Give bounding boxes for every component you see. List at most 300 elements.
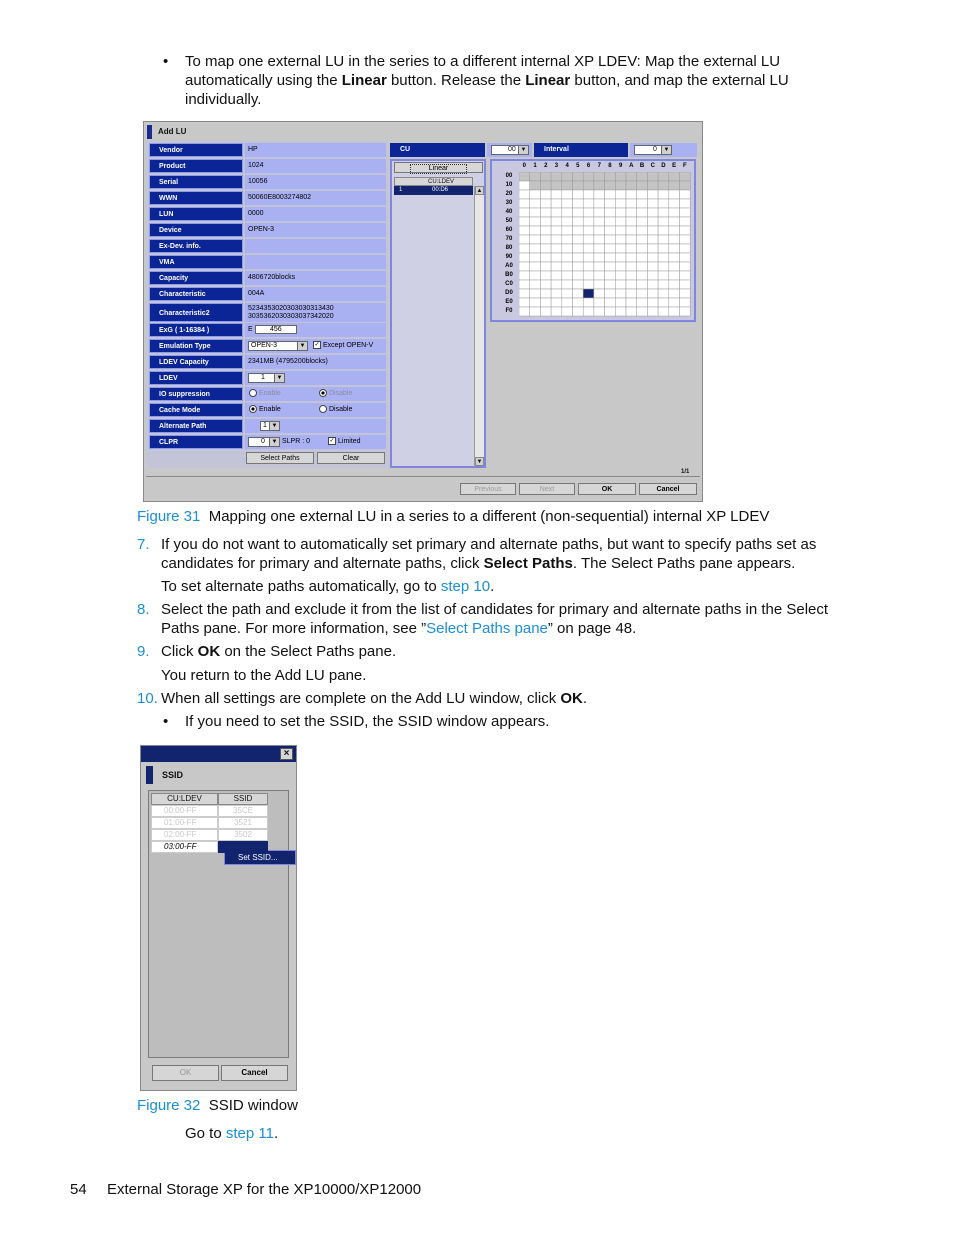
interval-select-cell <box>630 143 697 157</box>
ldev-grid-cell[interactable] <box>562 262 573 271</box>
ldev-grid-cell[interactable] <box>605 244 616 253</box>
ldev-grid-cell[interactable] <box>583 271 594 280</box>
ldev-grid-cell[interactable] <box>658 244 669 253</box>
ldev-grid-cell[interactable] <box>615 199 626 208</box>
ldev-grid-cell[interactable] <box>669 298 680 307</box>
ldev-grid-cell[interactable] <box>583 289 594 298</box>
ldev-grid-cell[interactable] <box>530 253 541 262</box>
ldev-grid-cell[interactable] <box>605 217 616 226</box>
ldev-grid-cell[interactable] <box>594 289 605 298</box>
ldev-grid-cell[interactable] <box>551 199 562 208</box>
ldev-grid-cell[interactable] <box>573 226 584 235</box>
ldev-grid-cell[interactable] <box>615 307 626 316</box>
ldev-grid-cell[interactable] <box>637 289 648 298</box>
ldev-grid-cell[interactable] <box>680 172 691 181</box>
ldev-grid-cell[interactable] <box>680 190 691 199</box>
ldev-grid-cell[interactable] <box>605 271 616 280</box>
ldev-grid-cell[interactable] <box>680 307 691 316</box>
ldev-grid-cell[interactable] <box>626 181 637 190</box>
ldev-grid-cell[interactable] <box>637 280 648 289</box>
ldev-grid-cell[interactable] <box>647 262 658 271</box>
ldev-grid-cell[interactable] <box>658 199 669 208</box>
ldev-grid-cell[interactable] <box>540 244 551 253</box>
ldev-grid-cell[interactable] <box>573 298 584 307</box>
ssid-row-ldev[interactable]: 02:00-FF <box>151 829 218 841</box>
io-disable-radio[interactable] <box>319 387 352 401</box>
ldev-grid-cell[interactable] <box>680 244 691 253</box>
ldev-grid-cell[interactable] <box>519 235 530 244</box>
ldev-grid-cell[interactable] <box>626 289 637 298</box>
ldev-grid-cell[interactable] <box>573 208 584 217</box>
ldev-grid-cell[interactable] <box>594 262 605 271</box>
ldev-grid-cell[interactable] <box>519 271 530 280</box>
ldev-grid-cell[interactable] <box>615 226 626 235</box>
ldev-grid-cell[interactable] <box>626 190 637 199</box>
ldev-grid-cell[interactable] <box>551 226 562 235</box>
linear-button[interactable] <box>394 162 483 173</box>
ldev-grid-cell[interactable] <box>573 172 584 181</box>
ldev-grid-cell[interactable] <box>615 253 626 262</box>
ldev-grid-cell[interactable] <box>647 208 658 217</box>
ldev-grid-cell[interactable] <box>605 235 616 244</box>
ldev-grid-cell[interactable] <box>551 217 562 226</box>
ldev-grid-cell[interactable] <box>530 208 541 217</box>
ldev-grid-cell[interactable] <box>540 199 551 208</box>
ldev-grid-cell[interactable] <box>637 172 648 181</box>
previous-button[interactable]: Previous <box>460 483 516 495</box>
ldev-grid-cell[interactable] <box>540 190 551 199</box>
ldev-grid-cell[interactable] <box>540 172 551 181</box>
ldev-grid-cell[interactable] <box>669 217 680 226</box>
next-button[interactable]: Next <box>519 483 575 495</box>
ldev-grid-cell[interactable] <box>594 208 605 217</box>
ldev-grid-cell[interactable] <box>530 235 541 244</box>
ldev-grid-cell[interactable] <box>615 235 626 244</box>
ldev-grid-cell[interactable] <box>540 235 551 244</box>
ldev-grid-cell[interactable] <box>647 172 658 181</box>
ldev-grid-cell[interactable] <box>594 217 605 226</box>
ldev-grid-cell[interactable] <box>658 307 669 316</box>
ldev-grid-cell[interactable] <box>647 289 658 298</box>
ldev-grid-cell[interactable] <box>551 298 562 307</box>
ldev-grid-cell[interactable] <box>530 226 541 235</box>
select-paths-pane-link[interactable]: Select Paths pane <box>426 620 548 637</box>
ldev-grid-cell[interactable] <box>647 298 658 307</box>
ldev-grid-cell[interactable] <box>540 280 551 289</box>
alternate-path-select[interactable] <box>260 421 280 431</box>
ldev-grid-cell[interactable] <box>626 280 637 289</box>
ldev-grid-cell[interactable] <box>551 271 562 280</box>
ldev-grid-cell[interactable] <box>583 172 594 181</box>
ldev-grid-cell[interactable] <box>647 253 658 262</box>
ldev-grid-cell[interactable] <box>680 226 691 235</box>
ldev-grid-cell[interactable] <box>680 298 691 307</box>
ldev-grid-cell[interactable] <box>562 181 573 190</box>
ssid-column-header[interactable]: SSID <box>218 793 268 805</box>
ldev-grid-cell[interactable] <box>519 181 530 190</box>
ldev-grid-cell[interactable] <box>540 208 551 217</box>
ldev-grid-cell[interactable] <box>615 172 626 181</box>
ldev-grid-cell[interactable] <box>551 208 562 217</box>
ldev-grid-cell[interactable] <box>637 298 648 307</box>
ldev-grid-cell[interactable] <box>583 235 594 244</box>
ldev-grid-cell[interactable] <box>540 298 551 307</box>
ldev-grid-cell[interactable] <box>637 208 648 217</box>
exg-input[interactable]: 456 <box>255 325 297 334</box>
ldev-grid-cell[interactable] <box>615 217 626 226</box>
ssid-row-value[interactable]: 3521 <box>218 817 268 829</box>
ldev-grid-cell[interactable] <box>594 298 605 307</box>
ldev-grid-cell[interactable] <box>573 307 584 316</box>
ldev-grid-cell[interactable] <box>605 181 616 190</box>
ldev-grid-cell[interactable] <box>615 289 626 298</box>
ldev-grid-cell[interactable] <box>562 190 573 199</box>
ssid-ok-button[interactable]: OK <box>152 1065 219 1081</box>
ldev-grid-cell[interactable] <box>647 271 658 280</box>
ldev-grid-cell[interactable] <box>540 307 551 316</box>
ldev-grid-cell[interactable] <box>637 253 648 262</box>
limited-checkbox[interactable] <box>328 435 361 449</box>
ldev-grid-cell[interactable] <box>605 280 616 289</box>
cancel-button[interactable]: Cancel <box>639 483 697 495</box>
ldev-grid-cell[interactable] <box>605 226 616 235</box>
ldev-grid-cell[interactable] <box>615 190 626 199</box>
ldev-grid-cell[interactable] <box>583 190 594 199</box>
ldev-grid-cell[interactable] <box>573 181 584 190</box>
ldev-grid-cell[interactable] <box>669 208 680 217</box>
ldev-grid-cell[interactable] <box>519 190 530 199</box>
ldev-grid-cell[interactable] <box>551 253 562 262</box>
ldev-grid-cell[interactable] <box>562 307 573 316</box>
ldev-grid-cell[interactable] <box>658 172 669 181</box>
add-lu-window <box>143 121 703 502</box>
ldev-grid-cell[interactable] <box>519 298 530 307</box>
ldev-grid-cell[interactable] <box>626 244 637 253</box>
ldev-grid-cell[interactable] <box>626 208 637 217</box>
ldev-grid-cell[interactable] <box>530 190 541 199</box>
ldev-grid-cell[interactable] <box>647 235 658 244</box>
ldev-grid-cell[interactable] <box>669 181 680 190</box>
ldev-grid-cell[interactable] <box>583 217 594 226</box>
ldev-grid-cell[interactable] <box>530 271 541 280</box>
cache-enable-radio[interactable] <box>249 403 281 417</box>
ldev-grid-cell[interactable] <box>658 181 669 190</box>
clpr-select[interactable] <box>248 437 280 447</box>
ldev-grid-cell[interactable] <box>637 262 648 271</box>
scroll-up-icon[interactable]: ▲ <box>476 188 483 194</box>
ldev-grid-cell[interactable] <box>540 271 551 280</box>
ldev-grid-cell[interactable] <box>637 217 648 226</box>
ldev-grid-cell[interactable] <box>594 199 605 208</box>
cu-select[interactable] <box>491 145 529 155</box>
ldev-grid-cell[interactable] <box>540 262 551 271</box>
ldev-grid-cell[interactable] <box>562 199 573 208</box>
ok-button[interactable]: OK <box>578 483 636 495</box>
ldev-grid-cell[interactable] <box>637 244 648 253</box>
ldev-grid-cell[interactable] <box>680 253 691 262</box>
ldev-grid-cell[interactable] <box>562 244 573 253</box>
ldev-grid-cell[interactable] <box>647 244 658 253</box>
ldev-grid-cell[interactable] <box>583 199 594 208</box>
ldev-grid-cell[interactable] <box>573 217 584 226</box>
ldev-grid-cell[interactable] <box>615 208 626 217</box>
ldev-grid-cell[interactable] <box>573 271 584 280</box>
ldev-grid-cell[interactable] <box>562 280 573 289</box>
ldev-grid-cell[interactable] <box>594 226 605 235</box>
ldev-grid-cell[interactable] <box>658 298 669 307</box>
ldev-grid-cell[interactable] <box>658 208 669 217</box>
ldev-grid-cell[interactable] <box>583 226 594 235</box>
ldev-grid-cell[interactable] <box>562 172 573 181</box>
ldev-grid-cell[interactable] <box>658 226 669 235</box>
ldev-grid-cell[interactable] <box>519 199 530 208</box>
ldev-grid-cell[interactable] <box>669 190 680 199</box>
ldev-grid-cell[interactable] <box>669 172 680 181</box>
ldev-grid-cell[interactable] <box>562 217 573 226</box>
scroll-down-icon[interactable]: ▼ <box>476 459 483 465</box>
except-open-v-checkbox[interactable] <box>313 339 373 353</box>
cu-ldev-row-selected[interactable] <box>394 186 473 195</box>
ldev-grid-cell[interactable] <box>647 181 658 190</box>
ssid-row-ldev[interactable]: 00:00-FF <box>151 805 218 817</box>
ldev-grid-cell[interactable] <box>562 226 573 235</box>
ldev-grid-cell[interactable] <box>680 181 691 190</box>
ldev-grid-cell[interactable] <box>540 289 551 298</box>
ldev-grid-cell[interactable] <box>583 298 594 307</box>
ssid-row-value[interactable]: 35CE <box>218 805 268 817</box>
ldev-grid-cell[interactable] <box>519 226 530 235</box>
ldev-grid-cell[interactable] <box>615 181 626 190</box>
ldev-grid-cell[interactable] <box>680 208 691 217</box>
ldev-grid-cell[interactable] <box>605 190 616 199</box>
ldev-grid-cell[interactable] <box>647 307 658 316</box>
cu-ldev-column-header[interactable]: CU:LDEV <box>151 793 218 805</box>
ldev-grid-cell[interactable] <box>530 307 541 316</box>
ldev-grid-cell[interactable] <box>562 208 573 217</box>
ldev-grid-cell[interactable] <box>530 181 541 190</box>
ldev-grid-cell[interactable] <box>594 172 605 181</box>
ldev-grid-cell[interactable] <box>583 280 594 289</box>
clear-button[interactable]: Clear <box>317 452 385 464</box>
ldev-grid-cell[interactable] <box>530 289 541 298</box>
ldev-grid-cell[interactable] <box>519 307 530 316</box>
ldev-grid-cell[interactable] <box>605 172 616 181</box>
ldev-grid-cell[interactable] <box>626 226 637 235</box>
ldev-grid-cell[interactable] <box>573 199 584 208</box>
ldev-grid-cell[interactable] <box>583 244 594 253</box>
ldev-grid-cell[interactable] <box>626 253 637 262</box>
ldev-grid-cell[interactable] <box>669 307 680 316</box>
ldev-grid-cell[interactable] <box>519 280 530 289</box>
ldev-grid-cell[interactable] <box>583 253 594 262</box>
ldev-grid-cell[interactable] <box>669 280 680 289</box>
ldev-grid-cell[interactable] <box>647 280 658 289</box>
ldev-grid-cell[interactable] <box>615 262 626 271</box>
ldev-grid-cell[interactable] <box>540 181 551 190</box>
ldev-grid-cell[interactable] <box>626 172 637 181</box>
ldev-grid-cell[interactable] <box>680 262 691 271</box>
ldev-grid-cell[interactable] <box>605 298 616 307</box>
ldev-grid-cell[interactable] <box>626 262 637 271</box>
step-11-link[interactable]: step 11 <box>225 1125 274 1142</box>
ldev-grid-cell[interactable] <box>680 289 691 298</box>
ldev-grid-cell[interactable] <box>562 253 573 262</box>
ldev-grid-cell[interactable] <box>551 235 562 244</box>
ldev-grid-cell[interactable] <box>530 172 541 181</box>
select-paths-button[interactable]: Select Paths <box>246 452 314 464</box>
ldev-grid-cell[interactable] <box>573 190 584 199</box>
ldev-grid-cell[interactable] <box>669 271 680 280</box>
ldev-grid-cell[interactable] <box>540 253 551 262</box>
ldev-grid-cell[interactable] <box>594 181 605 190</box>
ldev-select[interactable] <box>248 373 285 383</box>
ldev-grid-cell[interactable] <box>594 253 605 262</box>
ldev-grid-cell[interactable] <box>669 289 680 298</box>
ldev-grid-cell[interactable] <box>615 298 626 307</box>
ldev-grid-cell[interactable] <box>658 190 669 199</box>
ldev-grid-cell[interactable] <box>626 298 637 307</box>
ldev-grid-cell[interactable] <box>519 208 530 217</box>
ldev-grid-cell[interactable] <box>637 235 648 244</box>
ldev-grid-cell[interactable] <box>647 217 658 226</box>
ldev-grid-cell[interactable] <box>637 199 648 208</box>
ldev-grid-cell[interactable] <box>583 262 594 271</box>
ldev-grid-cell[interactable] <box>669 244 680 253</box>
ldev-grid-cell[interactable] <box>637 181 648 190</box>
ldev-grid-cell[interactable] <box>594 307 605 316</box>
ldev-grid-cell[interactable] <box>519 244 530 253</box>
ldev-grid-cell[interactable] <box>583 181 594 190</box>
ldev-grid-cell[interactable] <box>594 244 605 253</box>
ldev-grid-cell[interactable] <box>519 172 530 181</box>
ldev-grid-cell[interactable] <box>573 289 584 298</box>
ldev-grid-cell[interactable] <box>637 307 648 316</box>
ldev-grid-cell[interactable] <box>530 262 541 271</box>
ldev-grid-cell[interactable] <box>594 190 605 199</box>
ldev-grid-cell[interactable] <box>530 298 541 307</box>
ldev-grid-cell[interactable] <box>637 226 648 235</box>
ldev-grid-cell[interactable] <box>551 262 562 271</box>
ldev-grid-cell[interactable] <box>562 235 573 244</box>
ldev-grid-cell[interactable] <box>626 235 637 244</box>
ldev-grid-cell[interactable] <box>669 199 680 208</box>
ldev-grid-cell[interactable] <box>658 253 669 262</box>
ldev-grid-cell[interactable] <box>658 217 669 226</box>
ldev-grid-cell[interactable] <box>551 289 562 298</box>
ldev-grid-cell[interactable] <box>605 307 616 316</box>
ssid-row-ldev[interactable]: 03:00-FF <box>151 841 218 853</box>
ldev-grid-cell[interactable] <box>637 271 648 280</box>
ldev-grid-cell[interactable] <box>573 262 584 271</box>
ssid-cancel-button[interactable]: Cancel <box>221 1065 288 1081</box>
ldev-grid-cell[interactable] <box>519 217 530 226</box>
ldev-grid-cell[interactable] <box>551 280 562 289</box>
ldev-grid-cell[interactable] <box>626 199 637 208</box>
ldev-grid-cell[interactable] <box>669 235 680 244</box>
ldev-grid-cell[interactable] <box>530 217 541 226</box>
ldev-grid-cell[interactable] <box>658 262 669 271</box>
ldev-grid[interactable] <box>519 172 691 317</box>
ldev-grid-cell[interactable] <box>647 190 658 199</box>
ldev-grid-cell[interactable] <box>669 262 680 271</box>
ldev-grid-cell[interactable] <box>573 244 584 253</box>
ldev-grid-cell[interactable] <box>647 226 658 235</box>
ldev-grid-cell[interactable] <box>626 307 637 316</box>
ldev-grid-cell[interactable] <box>615 244 626 253</box>
ldev-grid-cell[interactable] <box>551 190 562 199</box>
ssid-row-value[interactable]: 3502 <box>218 829 268 841</box>
ldev-grid-cell[interactable] <box>530 280 541 289</box>
ldev-grid-cell[interactable] <box>562 298 573 307</box>
ldev-grid-cell[interactable] <box>583 208 594 217</box>
ldev-grid-cell[interactable] <box>540 226 551 235</box>
ldev-grid-cell[interactable] <box>680 280 691 289</box>
ldev-grid-cell[interactable] <box>669 253 680 262</box>
ldev-grid-cell[interactable] <box>605 262 616 271</box>
ldev-grid-cell[interactable] <box>605 253 616 262</box>
emulation-type-select[interactable] <box>248 341 308 351</box>
close-icon[interactable]: × <box>280 748 293 760</box>
ldev-grid-cell[interactable] <box>530 199 541 208</box>
ldev-grid-cell[interactable] <box>573 280 584 289</box>
ldev-grid-cell[interactable] <box>680 235 691 244</box>
step-10-link[interactable]: step 10 <box>440 578 491 595</box>
ldev-grid-cell[interactable] <box>551 172 562 181</box>
ldev-grid-cell[interactable] <box>615 280 626 289</box>
ldev-grid-cell[interactable] <box>658 289 669 298</box>
ldev-grid-cell[interactable] <box>519 289 530 298</box>
ldev-grid-cell[interactable] <box>626 271 637 280</box>
ldev-grid-cell[interactable] <box>573 235 584 244</box>
ldev-grid-cell[interactable] <box>669 226 680 235</box>
ldev-grid-cell[interactable] <box>562 271 573 280</box>
ldev-grid-cell[interactable] <box>573 253 584 262</box>
ldev-grid-cell[interactable] <box>605 199 616 208</box>
ldev-grid-cell[interactable] <box>647 199 658 208</box>
ldev-grid-cell[interactable] <box>540 217 551 226</box>
ldev-grid-cell[interactable] <box>605 289 616 298</box>
ldev-grid-cell[interactable] <box>551 181 562 190</box>
ldev-grid-cell[interactable] <box>594 280 605 289</box>
io-enable-radio[interactable] <box>249 387 281 401</box>
cu-list-scrollbar[interactable] <box>474 186 484 466</box>
ldev-grid-cell[interactable] <box>680 199 691 208</box>
ldev-grid-cell[interactable] <box>519 262 530 271</box>
ldev-grid-cell[interactable] <box>562 289 573 298</box>
ldev-grid-cell[interactable] <box>658 271 669 280</box>
ldev-grid-cell[interactable] <box>519 253 530 262</box>
ldev-grid-cell[interactable] <box>530 244 541 253</box>
ldev-grid-cell[interactable] <box>615 271 626 280</box>
ldev-grid-cell[interactable] <box>680 271 691 280</box>
ldev-grid-cell[interactable] <box>680 217 691 226</box>
interval-select[interactable] <box>634 145 672 155</box>
cache-disable-radio[interactable] <box>319 403 352 417</box>
ldev-grid-cell[interactable] <box>658 235 669 244</box>
ldev-grid-cell[interactable] <box>637 190 648 199</box>
ldev-grid-cell[interactable] <box>594 271 605 280</box>
ldev-grid-cell[interactable] <box>551 307 562 316</box>
ldev-grid-cell[interactable] <box>583 307 594 316</box>
ldev-grid-cell[interactable] <box>551 244 562 253</box>
ldev-grid-cell[interactable] <box>658 280 669 289</box>
ssid-row-ldev[interactable]: 01:00-FF <box>151 817 218 829</box>
ldev-grid-cell[interactable] <box>594 235 605 244</box>
set-ssid-menu-item[interactable]: Set SSID... <box>224 850 296 865</box>
ldev-grid-cell[interactable] <box>626 217 637 226</box>
ssid-row-value[interactable] <box>218 841 268 853</box>
ldev-grid-cell[interactable] <box>605 208 616 217</box>
